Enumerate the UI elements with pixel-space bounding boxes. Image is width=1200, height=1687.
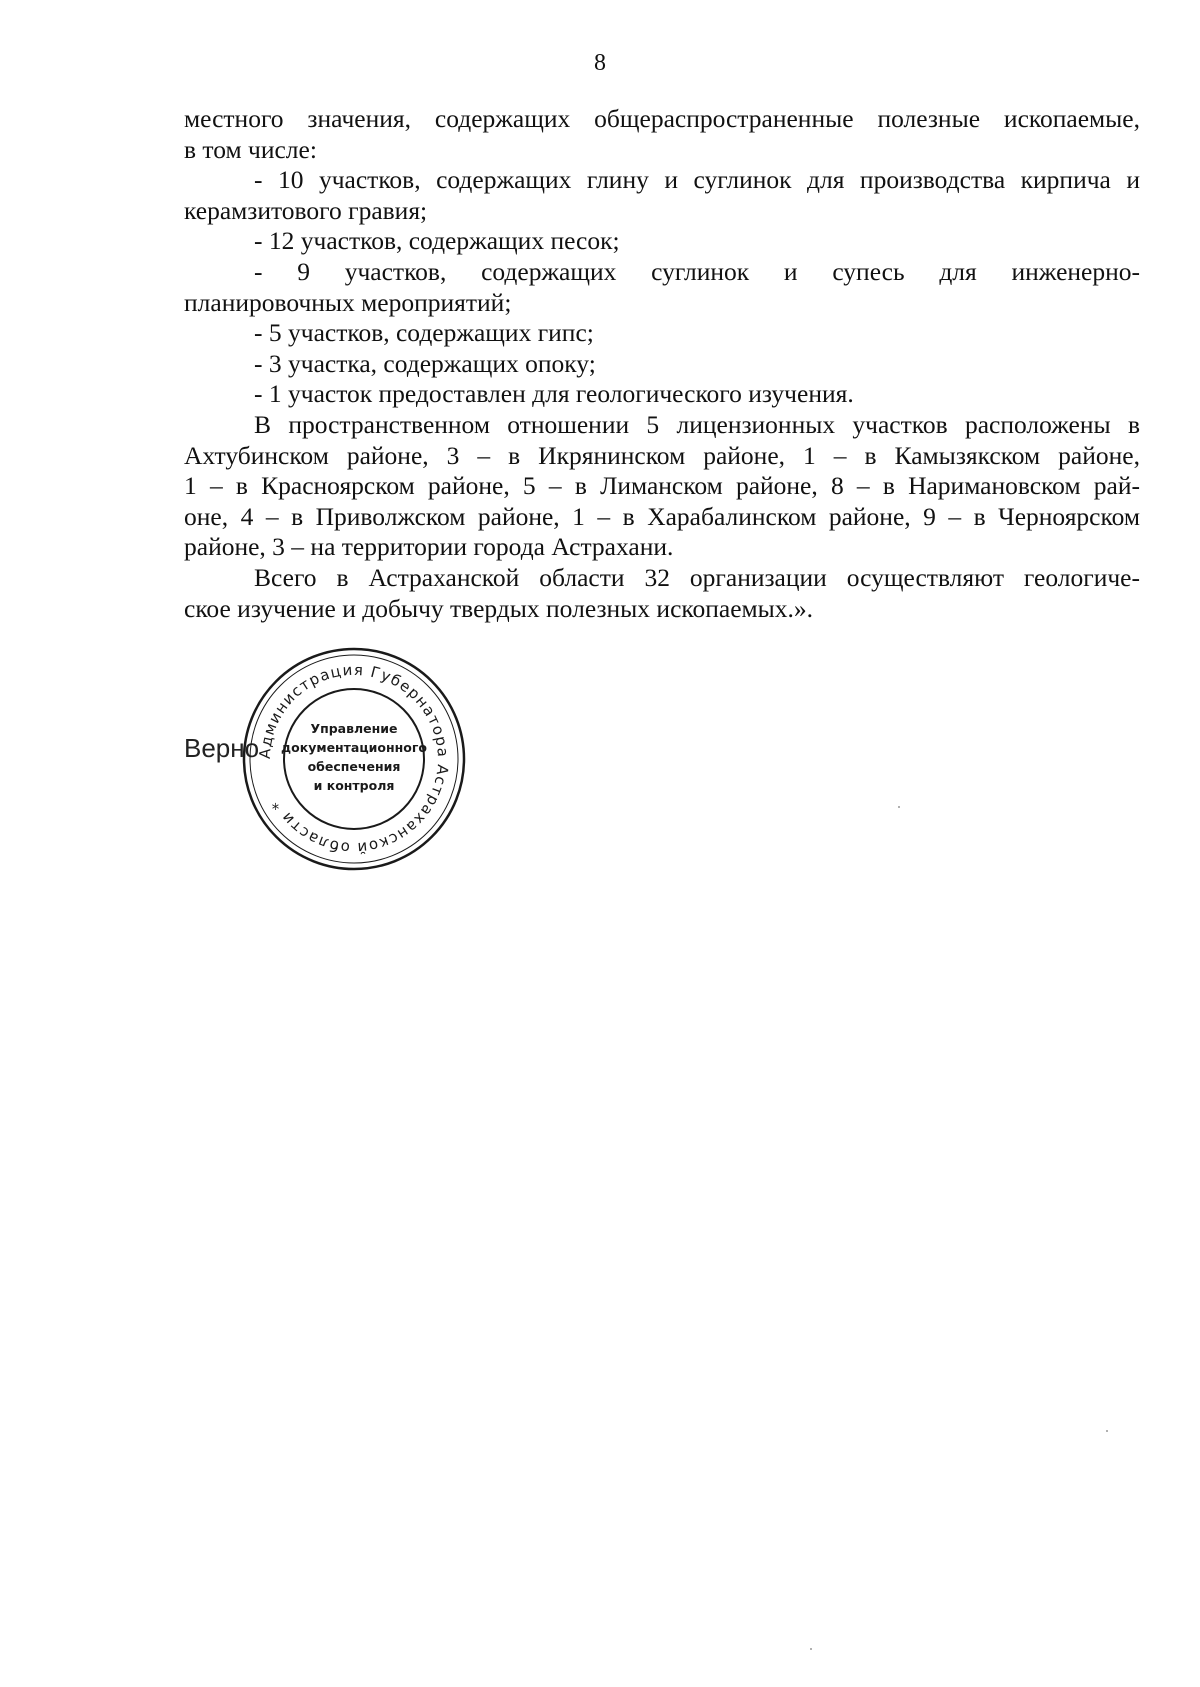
stamp-ring-text: Администрация Губернатора Астраханской области *	[255, 660, 453, 858]
stamp-center-line-3: обеспечения	[307, 759, 401, 774]
stamp-center-line-2: документационного	[281, 740, 427, 755]
paragraph-line: Всего в Астраханской области 32 организации осуществляют геологиче-	[254, 562, 1140, 592]
stamp-center-line-4: и контроля	[313, 778, 395, 793]
paragraph-line: районе, 3 – на территории города Астрахани.	[184, 532, 674, 562]
paragraph-line: Ахтубинском районе, 3 – в Икрянинском районе, 1 – в Камызякском районе,	[184, 440, 1140, 470]
list-item: - 3 участка, содержащих опоку;	[254, 348, 596, 378]
paragraph-line: В пространственном отношении 5 лицензионных участков расположены в	[254, 409, 1140, 439]
list-item: - 1 участок предоставлен для геологического изучения.	[254, 379, 854, 409]
text-line: планировочных мероприятий;	[184, 287, 512, 317]
scan-speck	[898, 806, 900, 808]
official-seal-stamp	[240, 645, 468, 873]
text-line: керамзитового гравия;	[184, 195, 428, 225]
paragraph-line: ское изучение и добычу твердых полезных ископаемых.».	[184, 593, 814, 623]
paragraph-line: оне, 4 – в Приволжском районе, 1 – в Харабалинском районе, 9 – в Черноярском	[184, 501, 1140, 531]
document-body	[184, 104, 1140, 624]
text-line: местного значения, содержащих общераспространенные полезные ископаемые,	[184, 104, 1140, 133]
list-item: - 12 участков, содержащих песок;	[254, 226, 620, 256]
stamp-center-line-1: Управление	[310, 721, 398, 736]
list-item: - 5 участков, содержащих гипс;	[254, 318, 594, 348]
page-number: 8	[594, 50, 606, 76]
text-line: в том числе:	[184, 134, 317, 164]
scan-speck	[810, 1648, 812, 1650]
scan-speck	[1106, 1430, 1108, 1432]
paragraph-line: 1 – в Красноярском районе, 5 – в Лиманском районе, 8 – в Наримановском рай-	[184, 471, 1140, 501]
certification-label: Верно	[184, 733, 260, 763]
list-item: - 9 участков, содержащих суглинок и супесь для инженерно-	[254, 256, 1140, 286]
list-item: - 10 участков, содержащих глину и суглинок для производства кирпича и	[254, 165, 1140, 195]
